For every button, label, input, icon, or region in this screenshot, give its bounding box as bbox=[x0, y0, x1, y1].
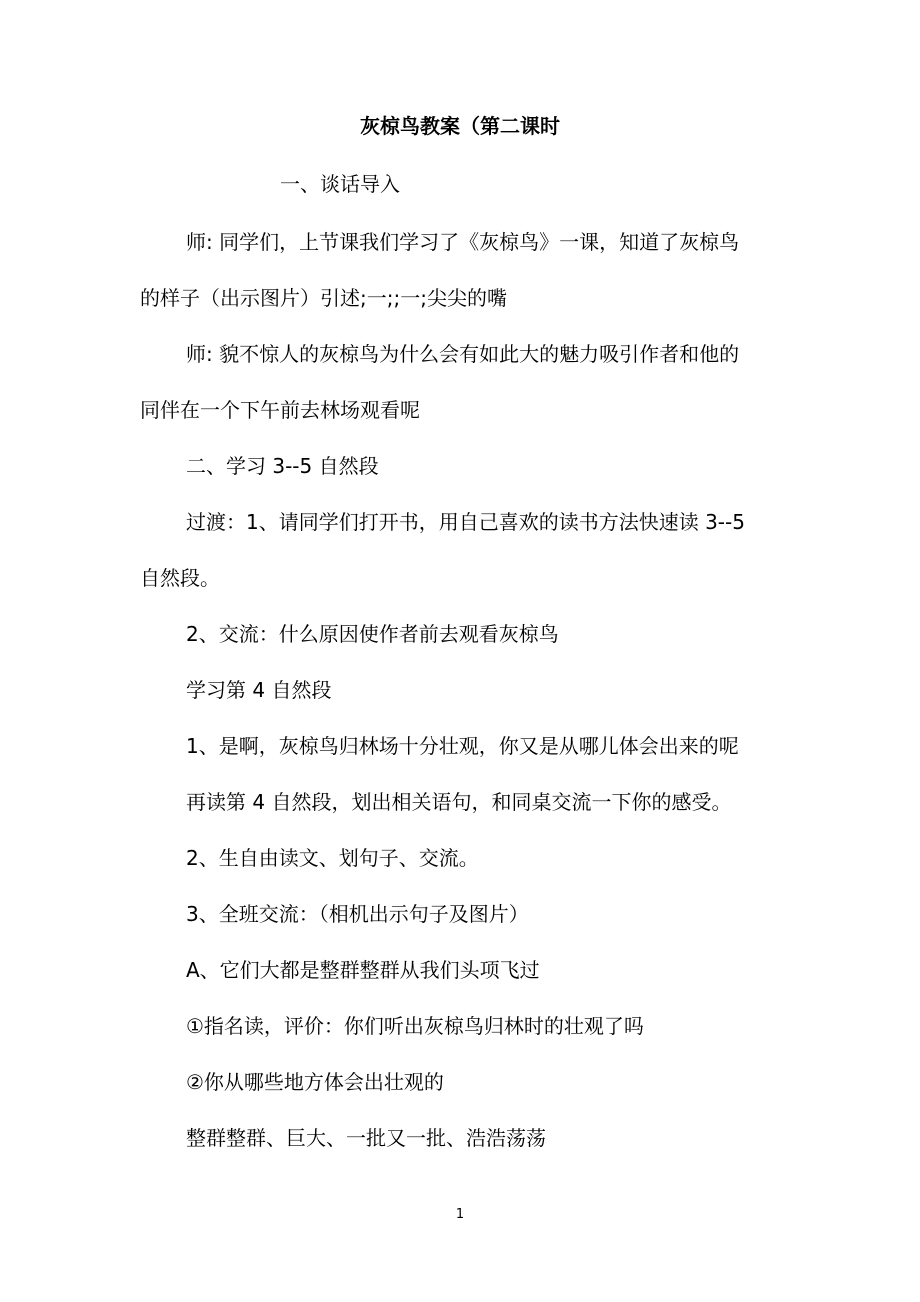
paragraph-line: 2、交流：什么原因使作者前去观看灰椋鸟 bbox=[186, 622, 559, 646]
section-heading-study: 二、学习 3--5 自然段 bbox=[186, 454, 379, 478]
paragraph-line: 整群整群、巨大、一批又一批、浩浩荡荡 bbox=[186, 1126, 546, 1150]
paragraph-line: 1、是啊，灰椋鸟归林场十分壮观，你又是从哪儿体会出来的呢 bbox=[186, 734, 739, 758]
paragraph-line: 同伴在一个下午前去林场观看呢 bbox=[140, 398, 420, 422]
paragraph-line: ①指名读，评价：你们听出灰椋鸟归林时的壮观了吗 bbox=[186, 1014, 644, 1038]
paragraph-line: 学习第 4 自然段 bbox=[186, 678, 332, 702]
page-number: 1 bbox=[455, 1207, 465, 1222]
section-heading-intro: 一、谈话导入 bbox=[280, 172, 400, 196]
paragraph-line: ②你从哪些地方体会出壮观的 bbox=[186, 1070, 444, 1094]
paragraph-line: 过渡：1、请同学们打开书，用自己喜欢的读书方法快速读 3--5 bbox=[186, 510, 745, 534]
document-title: 灰椋鸟教案（第二课时 bbox=[360, 114, 560, 138]
paragraph-line: A、它们大都是整群整群从我们头项飞过 bbox=[186, 958, 540, 982]
paragraph-line: 3、全班交流：（相机出示句子及图片） bbox=[186, 902, 529, 926]
paragraph-line: 再读第 4 自然段，划出相关语句，和同桌交流一下你的感受。 bbox=[186, 790, 732, 814]
paragraph-line: 师: 同学们，上节课我们学习了《灰椋鸟》一课，知道了灰椋鸟 bbox=[186, 230, 740, 254]
paragraph-line: 2、生自由读文、划句子、交流。 bbox=[186, 846, 479, 870]
paragraph-line: 自然段。 bbox=[140, 566, 220, 590]
paragraph-line: 的样子（出示图片）引述;一;;一;尖尖的嘴 bbox=[140, 286, 507, 310]
paragraph-line: 师: 貌不惊人的灰椋鸟为什么会有如此大的魅力吸引作者和他的 bbox=[186, 342, 740, 366]
